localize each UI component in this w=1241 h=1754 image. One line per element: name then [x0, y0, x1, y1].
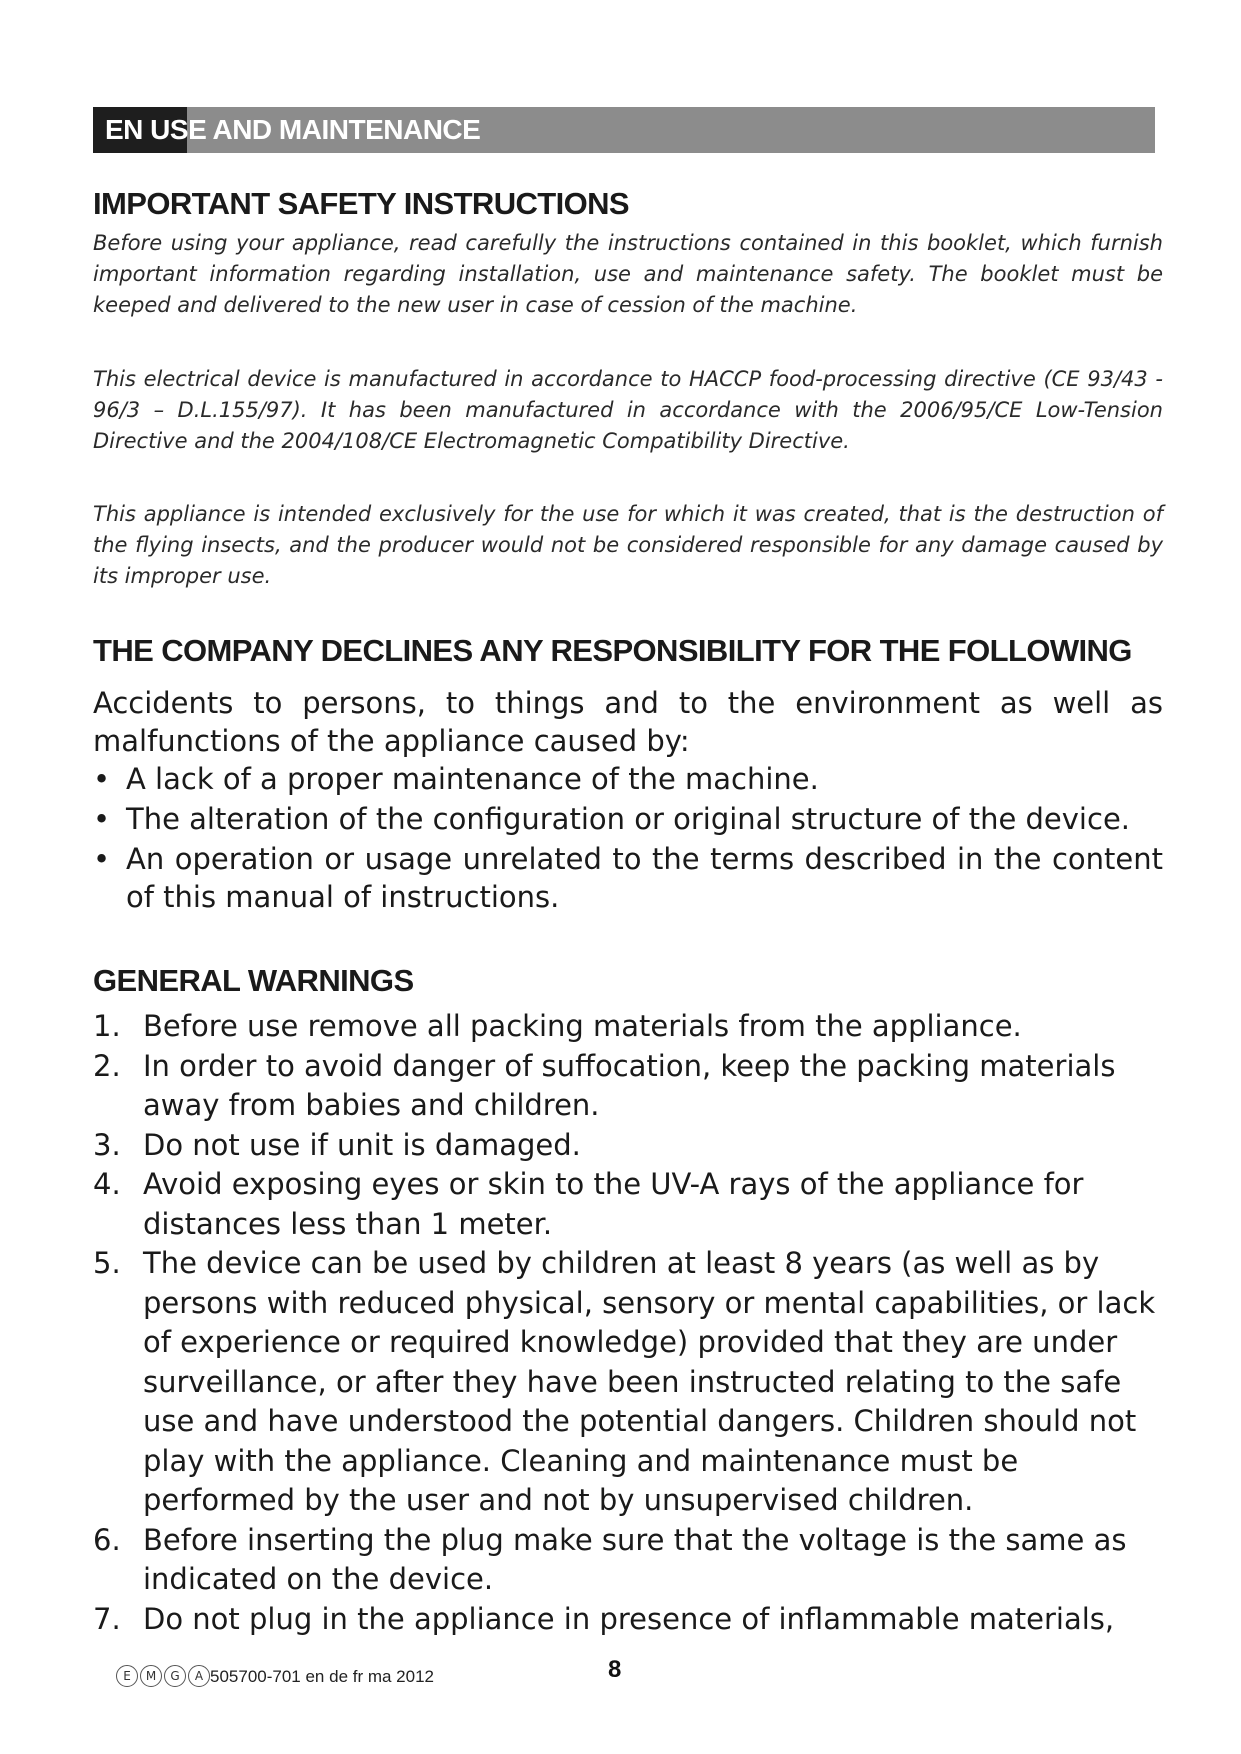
- safety-paragraph: Before using your appliance, read carefully the instructions contained in this booklet, which furnish important information regarding installation, use and maintenance safety. The booklet must be keeped and delivered to the new user in case of cession of the machine.: [93, 231, 1163, 317]
- list-item: • A lack of a proper maintenance of the machine.: [93, 762, 819, 796]
- brand-logo: E M G A: [116, 1665, 210, 1687]
- bullet-icon: •: [93, 762, 111, 796]
- bullet-icon: •: [93, 842, 111, 876]
- list-item: • An operation or usage unrelated to the terms described in the content of this manual of instructions.: [93, 842, 1163, 914]
- safety-paragraph: This electrical device is manufactured in accordance to HACCP food-processing directive (CE 93/43 - 96/3 – D.L.155/97). It has been manufactured in accordance with the 2006/95/CE Low-Tension Directive and the 2004/108/CE Electromagnetic Compatibility Directive.: [93, 367, 1163, 453]
- safety-title: IMPORTANT SAFETY INSTRUCTIONS: [93, 186, 630, 221]
- page-number: 8: [608, 1656, 622, 1683]
- list-item: 5. The device can be used by children at least 8 years (as well as by persons with reduced physical, sensory or mental capabilities, or lack of experience or required knowledge) provided that they are under surveillance, or after they have been instructed relating to the safe use and have understood the potential dangers. Children should not play with the appliance. Cleaning and maintenance must be performed by the user and not by unsupervised children.: [93, 1246, 1156, 1517]
- list-item: 1. Before use remove all packing materials from the appliance.: [93, 1009, 1022, 1043]
- list-item: 3. Do not use if unit is damaged.: [93, 1127, 581, 1162]
- responsibility-bullet-list: [93, 760, 1163, 918]
- section-header-label: EN USE AND MAINTENANCE: [105, 114, 481, 145]
- document-code: 505700-701 en de fr ma 2012: [210, 1667, 435, 1686]
- list-item: 7. Do not plug in the appliance in presence of inflammable materials,: [93, 1601, 1115, 1636]
- responsibility-title: THE COMPANY DECLINES ANY RESPONSIBILITY FOR THE FOLLOWING: [93, 633, 1132, 668]
- list-item: 6. Before inserting the plug make sure that the voltage is the same as indicated on the device.: [93, 1522, 1127, 1596]
- list-item: • The alteration of the configuration or original structure of the device.: [93, 802, 1130, 836]
- responsibility-intro: Accidents to persons, to things and to the environment as well as malfunctions of the appliance caused by:: [93, 686, 1163, 758]
- list-item: 2. In order to avoid danger of suffocation, keep the packing materials away from babies and children.: [93, 1048, 1116, 1122]
- bullet-icon: •: [93, 802, 111, 836]
- list-item: 4. Avoid exposing eyes or skin to the UV-A rays of the appliance for distances less than 1 meter.: [93, 1167, 1084, 1241]
- warnings-title: GENERAL WARNINGS: [93, 963, 414, 998]
- warnings-list: [93, 1007, 1163, 1639]
- section-header-bar: [93, 107, 1155, 153]
- safety-paragraph: This appliance is intended exclusively for the use for which it was created, that is the destruction of the flying insects, and the producer would not be considered responsible for any damage caused by its improper use.: [93, 502, 1163, 588]
